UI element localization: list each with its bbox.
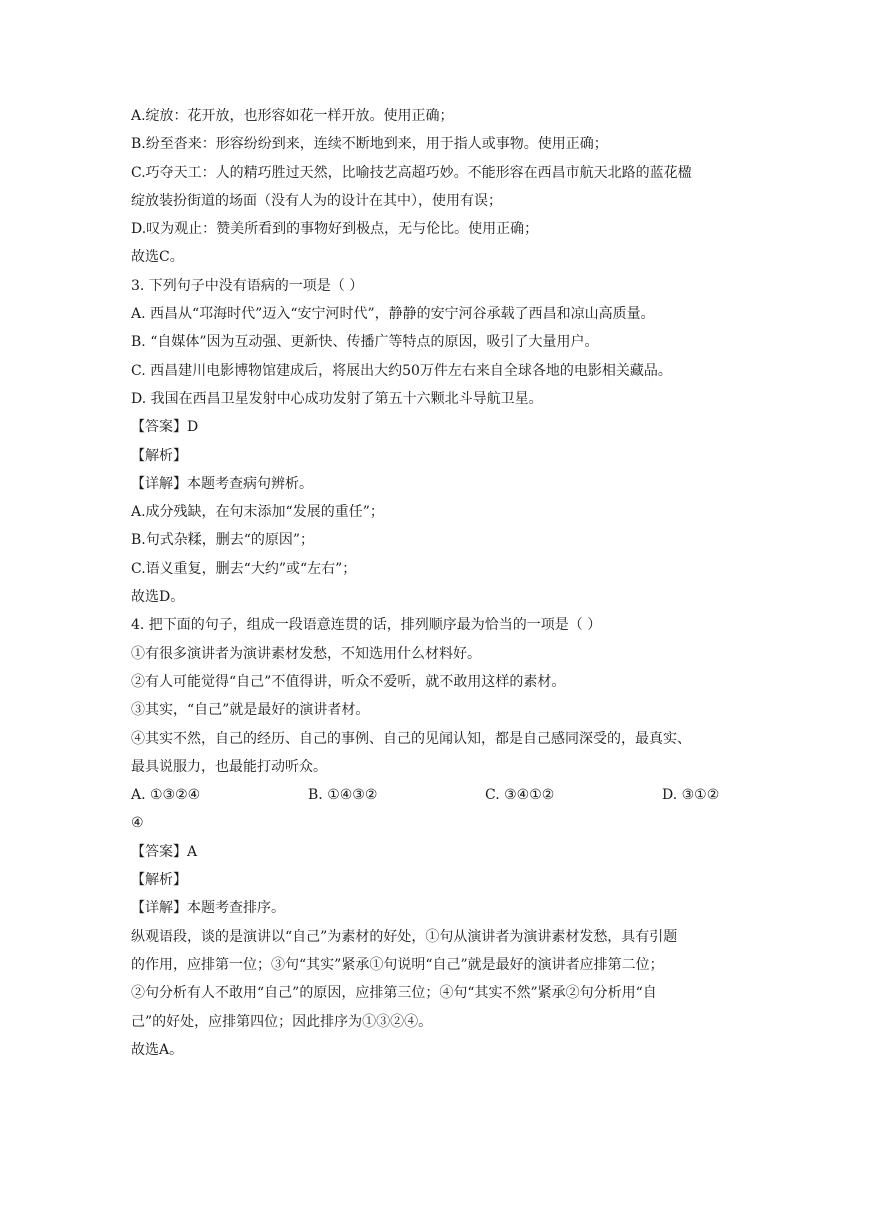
question-4-options	[131, 781, 737, 809]
question-4-stem: 4. 把下面的句子，组成一段语意连贯的话，排列顺序最为恰当的一项是（ ）	[131, 617, 602, 634]
text-line: 故选C。	[131, 249, 184, 266]
question-3-option-a: A. 西昌从“邛海时代”迈入“安宁河时代”，静静的安宁河谷承载了西昌和凉山高质量。	[131, 306, 655, 323]
question-4-option-c: C. ③④①②	[485, 787, 555, 804]
detail-label: 【详解】本题考查病句辨析。	[131, 475, 313, 492]
document-page	[131, 102, 737, 1064]
question-3-option-b: B. “自媒体”因为互动强、更新快、传播广等特点的原因，吸引了大量用户。	[131, 334, 599, 351]
question-4-option-d: D. ③①②	[662, 787, 720, 804]
text-line: A.成分残缺，在句末添加“发展的重任”；	[131, 504, 384, 521]
analysis-label: 【解析】	[131, 872, 187, 889]
text-line: B.纷至沓来：形容纷纷到来，连续不断地到来，用于指人或事物。使用正确；	[131, 136, 608, 153]
answer-label: 【答案】D	[131, 419, 199, 436]
text-line: 己”的好处，应排第四位；因此排序为①③②④。	[131, 1013, 433, 1030]
text-line: 的作用，应排第一位；③句“其实”紧承①句说明“自己”就是最好的演讲者应排第二位；	[131, 956, 664, 973]
question-4-option-b: B. ①④③②	[308, 787, 378, 804]
question-3-option-c: C. 西昌建川电影博物馆建成后，将展出大约50万件左右来自全球各地的电影相关藏品。	[131, 362, 672, 379]
text-line: 绽放装扮街道的场面（没有人为的设计在其中），使用有误；	[131, 192, 502, 209]
question-4-option-a: A. ①③②④	[131, 787, 201, 804]
analysis-label: 【解析】	[131, 447, 187, 464]
detail-label: 【详解】本题考查排序。	[131, 900, 285, 917]
sentence-1: ①有很多演讲者为演讲素材发愁，不知选用什么材料好。	[131, 645, 481, 662]
answer-label: 【答案】A	[131, 843, 198, 860]
sentence-3: ③其实，“自己”就是最好的演讲者材。	[131, 702, 370, 719]
text-line: C.语义重复，删去“大约”或“左右”；	[131, 560, 357, 577]
text-line: D.叹为观止：赞美所看到的事物好到极点，无与伦比。使用正确；	[131, 221, 539, 238]
question-4-option-d-wrap: ④	[131, 815, 144, 832]
question-3-stem: 3. 下列句子中没有语病的一项是（ ）	[131, 277, 364, 294]
question-3-option-d: D. 我国在西昌卫星发射中心成功发射了第五十六颗北斗导航卫星。	[131, 390, 543, 407]
text-line: A.绽放：花开放，也形容如花一样开放。使用正确；	[131, 108, 454, 124]
sentence-4-cont: 最具说服力，也最能打动听众。	[131, 758, 327, 775]
text-line: 故选A。	[131, 1041, 184, 1058]
sentence-2: ②有人可能觉得“自己”不值得讲，听众不爱听，就不敢用这样的素材。	[131, 673, 566, 690]
sentence-4: ④其实不然，自己的经历、自己的事例、自己的见闻认知，都是自己感同深受的，最真实、	[131, 730, 691, 747]
text-line: C.巧夺天工：人的精巧胜过天然，比喻技艺高超巧妙。不能形容在西昌市航天北路的蓝花楹	[131, 164, 692, 181]
text-line: 故选D。	[131, 589, 185, 606]
text-line: ②句分析有人不敢用“自己”的原因，应排第三位；④句“其实不然”紧承②句分析用“自	[131, 985, 657, 1002]
text-line: B.句式杂糅，删去“的原因”；	[131, 532, 315, 549]
text-line: 纵观语段，谈的是演讲以“自己”为素材的好处，①句从演讲者为演讲素材发愁，具有引题	[131, 928, 678, 945]
